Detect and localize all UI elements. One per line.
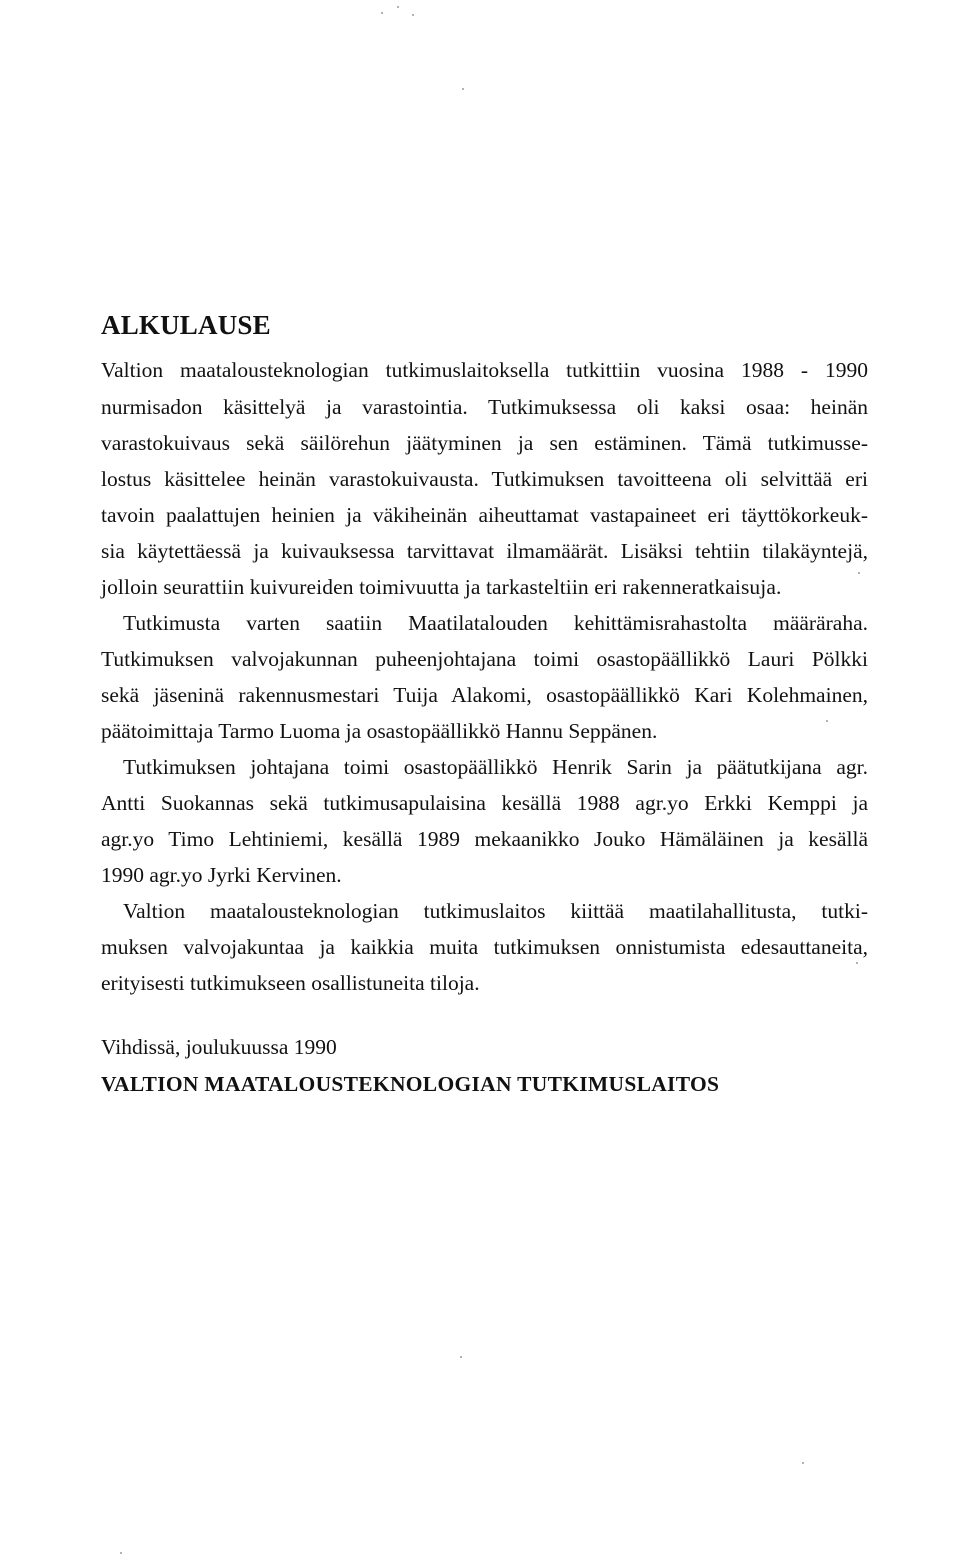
scan-speck xyxy=(856,962,858,964)
text-line: varastokuivaus sekä säilörehun jäätyminen ja sen estäminen. Tämä tutkimusse- xyxy=(101,431,868,455)
text-line: jolloin seurattiin kuivureiden toimivuutta ja tarkasteltiin eri rakenneratkaisuja. xyxy=(101,575,782,599)
text-line: Valtion maatalousteknologian tutkimuslaitos kiittää maatilahallitusta, tutki- xyxy=(123,899,868,923)
text-line: nurmisadon käsittelyä ja varastointia. Tutkimuksessa oli kaksi osaa: heinän xyxy=(101,395,868,419)
scan-speck xyxy=(802,1462,804,1464)
text-line: sia käytettäessä ja kuivauksessa tarvittavat ilmamäärät. Lisäksi tehtiin tilakäyntejä, xyxy=(101,539,868,563)
scan-speck xyxy=(381,12,383,14)
text-line: erityisesti tutkimukseen osallistuneita tiloja. xyxy=(101,971,480,995)
text-line: Valtion maatalousteknologian tutkimuslaitoksella tutkittiin vuosina 1988 - 1990 xyxy=(101,358,868,382)
text-line: Antti Suokannas sekä tutkimusapulaisina kesällä 1988 agr.yo Erkki Kemppi ja xyxy=(101,791,868,815)
scan-speck xyxy=(120,1552,122,1554)
text-line: Tutkimuksen valvojakunnan puheenjohtajana toimi osastopäällikkö Lauri Pölkki xyxy=(101,647,868,671)
text-line: 1990 agr.yo Jyrki Kervinen. xyxy=(101,863,342,887)
text-line: päätoimittaja Tarmo Luoma ja osastopäällikkö Hannu Seppänen. xyxy=(101,719,658,743)
text-line: Tutkimuksen johtajana toimi osastopäällikkö Henrik Sarin ja päätutkijana agr. xyxy=(123,755,868,779)
page-title: ALKULAUSE xyxy=(101,310,271,340)
organization-signature: VALTION MAATALOUSTEKNOLOGIAN TUTKIMUSLAITOS xyxy=(101,1072,720,1096)
scan-speck xyxy=(397,6,399,8)
text-line: tavoin paalattujen heinien ja väkiheinän aiheuttamat vastapaineet eri täyttökorkeuk- xyxy=(101,503,868,527)
text-line: Tutkimusta varten saatiin Maatilatalouden kehittämisrahastolta määräraha. xyxy=(123,611,868,635)
text-line: sekä jäseninä rakennusmestari Tuija Alakomi, osastopäällikkö Kari Kolehmainen, xyxy=(101,683,868,707)
scan-speck xyxy=(462,88,464,90)
text-line: lostus käsittelee heinän varastokuivausta. Tutkimuksen tavoitteena oli selvittää eri xyxy=(101,467,868,491)
scan-speck xyxy=(858,572,860,574)
scan-speck xyxy=(412,14,414,16)
scan-speck xyxy=(460,1356,462,1358)
scan-speck xyxy=(826,720,828,722)
place-date: Vihdissä, joulukuussa 1990 xyxy=(101,1035,337,1059)
text-line: agr.yo Timo Lehtiniemi, kesällä 1989 mekaanikko Jouko Hämäläinen ja kesällä xyxy=(101,827,868,851)
text-line: muksen valvojakuntaa ja kaikkia muita tutkimuksen onnistumista edesauttaneita, xyxy=(101,935,868,959)
